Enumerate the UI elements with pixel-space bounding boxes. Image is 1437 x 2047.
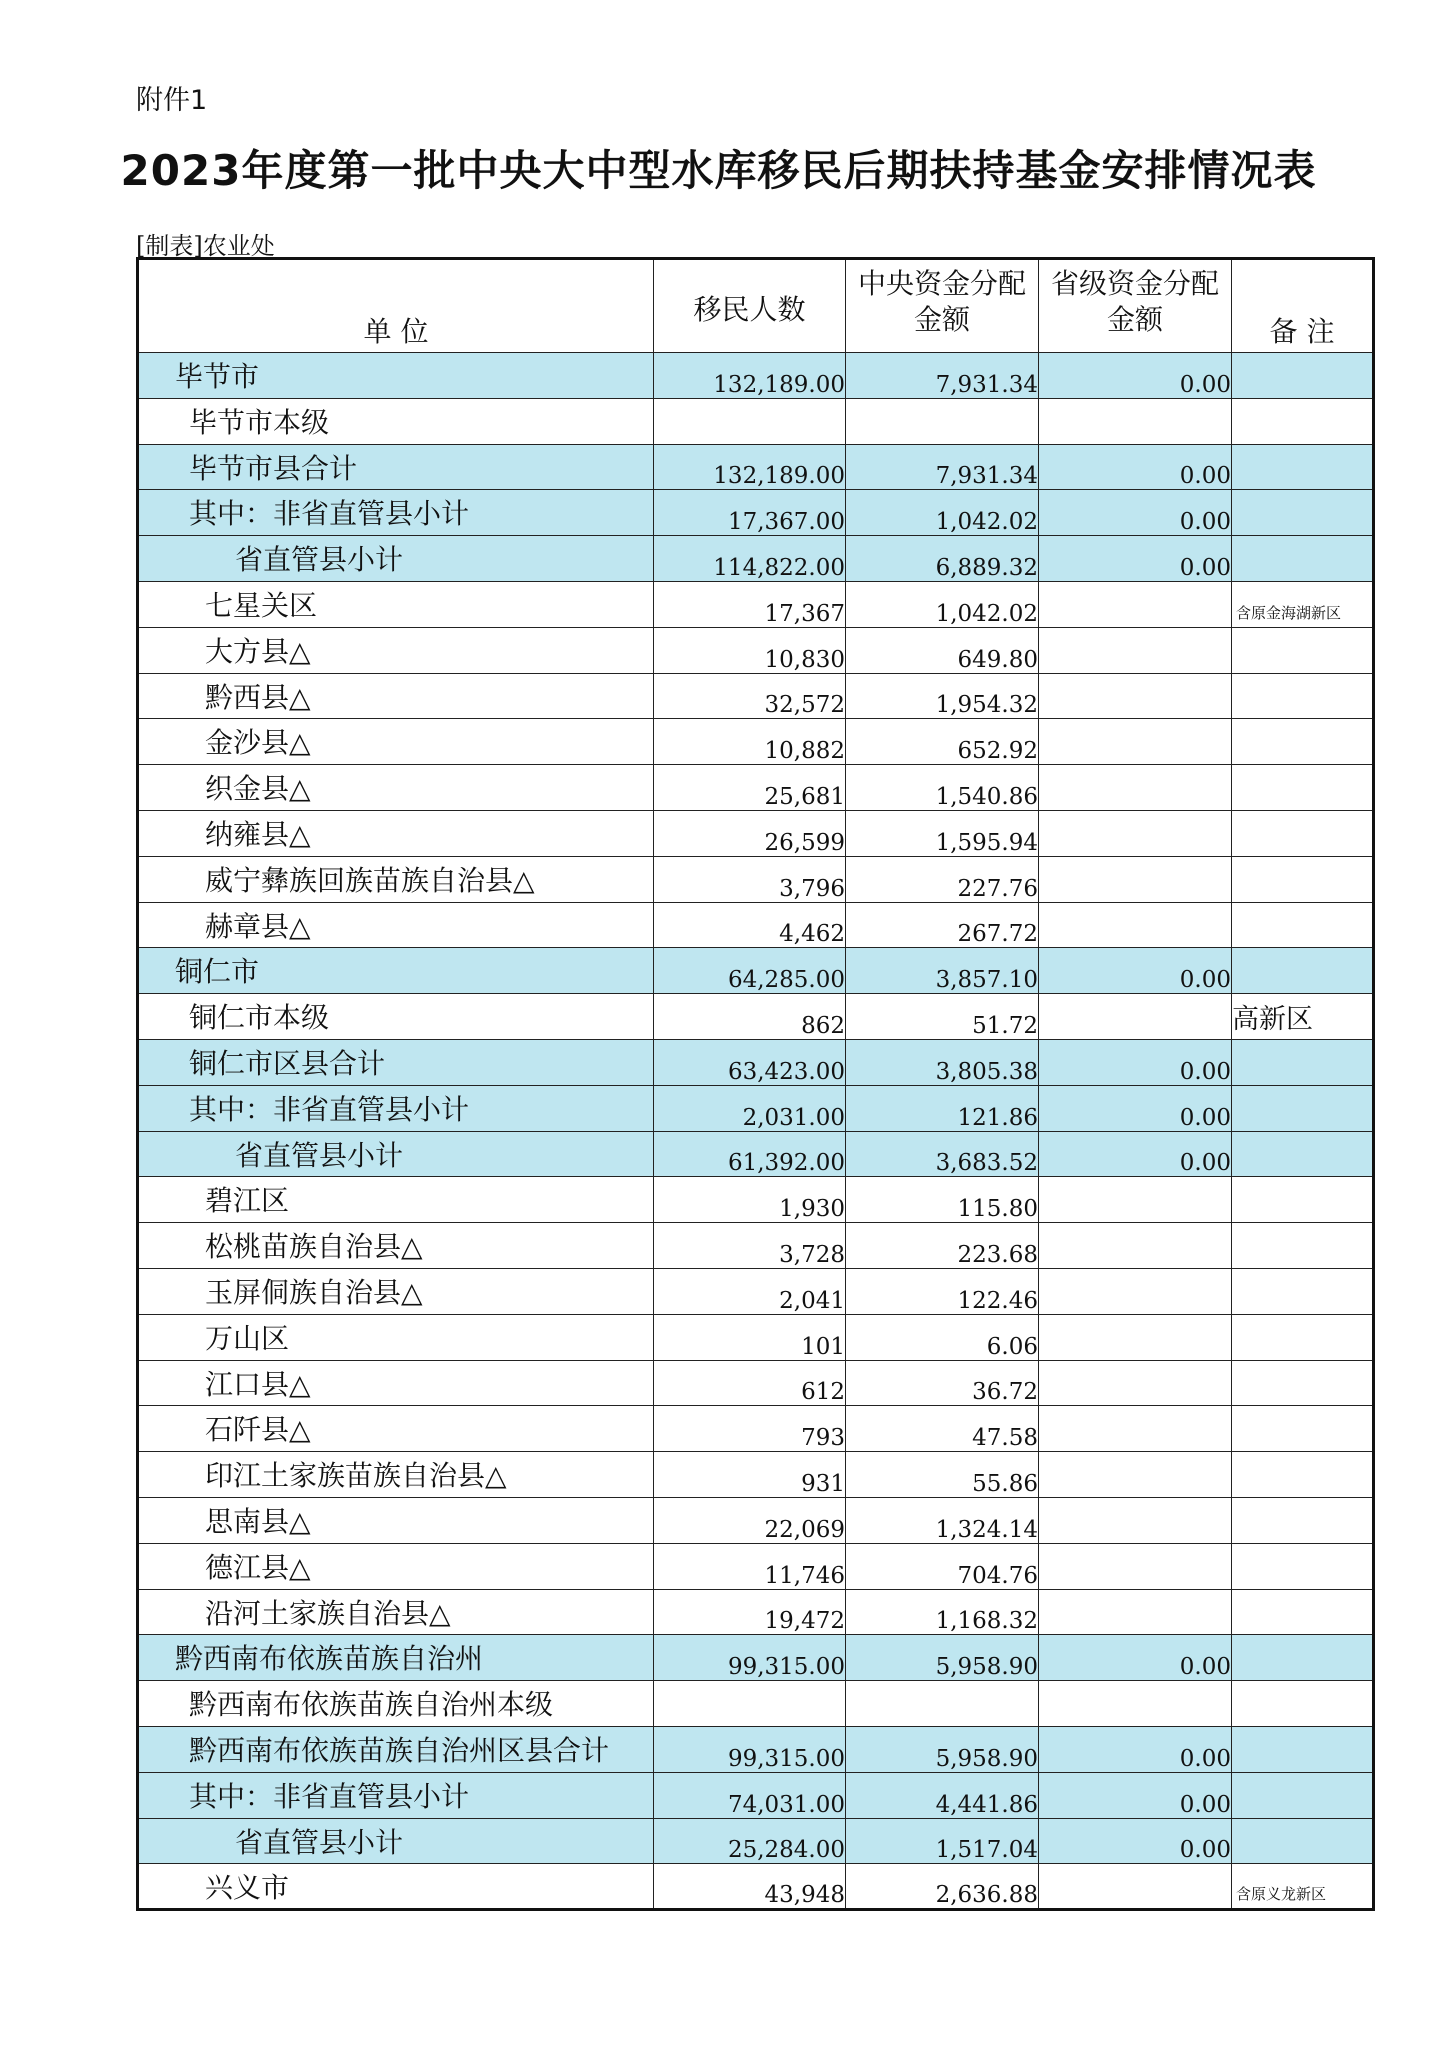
- unit-cell: 铜仁市区县合计: [138, 1039, 654, 1085]
- remark-cell: [1232, 902, 1374, 948]
- remark-cell: [1232, 1772, 1374, 1818]
- unit-cell: 省直管县小计: [138, 1818, 654, 1864]
- unit-cell: 其中：非省直管县小计: [138, 1772, 654, 1818]
- table-row: [138, 1497, 1374, 1543]
- provincial-amount-cell: 0.00: [1039, 536, 1232, 582]
- remark-cell: [1232, 398, 1374, 444]
- central-amount-cell: 223.68: [846, 1223, 1039, 1269]
- population-cell: 101: [654, 1314, 846, 1360]
- table-row: [138, 536, 1374, 582]
- central-amount-cell: 122.46: [846, 1268, 1039, 1314]
- central-amount-cell: 1,042.02: [846, 490, 1039, 536]
- central-amount-cell: 5,958.90: [846, 1726, 1039, 1772]
- header-provincial: 省级资金分配 金额: [1039, 259, 1232, 353]
- remark-cell: [1232, 1360, 1374, 1406]
- remark-cell: [1232, 1314, 1374, 1360]
- remark-cell: [1232, 1497, 1374, 1543]
- population-cell: 22,069: [654, 1497, 846, 1543]
- provincial-amount-cell: [1039, 902, 1232, 948]
- unit-cell: 其中：非省直管县小计: [138, 1085, 654, 1131]
- population-cell: 11,746: [654, 1543, 846, 1589]
- unit-cell: 毕节市本级: [138, 398, 654, 444]
- remark-cell: [1232, 444, 1374, 490]
- population-cell: 26,599: [654, 810, 846, 856]
- remark-cell: [1232, 1635, 1374, 1681]
- table-row: [138, 1177, 1374, 1223]
- population-cell: 17,367: [654, 581, 846, 627]
- population-cell: 17,367.00: [654, 490, 846, 536]
- table-row: [138, 1543, 1374, 1589]
- remark-cell: [1232, 1177, 1374, 1223]
- table-row: [138, 902, 1374, 948]
- table-row: [138, 1406, 1374, 1452]
- central-amount-cell: [846, 1681, 1039, 1727]
- remark-cell: [1232, 1726, 1374, 1772]
- unit-cell: 赫章县△: [138, 902, 654, 948]
- central-amount-cell: 7,931.34: [846, 444, 1039, 490]
- population-cell: [654, 1681, 846, 1727]
- unit-cell: 铜仁市: [138, 948, 654, 994]
- central-amount-cell: 227.76: [846, 856, 1039, 902]
- remark-cell: [1232, 856, 1374, 902]
- provincial-amount-cell: [1039, 1223, 1232, 1269]
- central-amount-cell: 1,954.32: [846, 673, 1039, 719]
- provincial-amount-cell: 0.00: [1039, 1818, 1232, 1864]
- provincial-amount-cell: 0.00: [1039, 1131, 1232, 1177]
- unit-cell: 黔西南布依族苗族自治州本级: [138, 1681, 654, 1727]
- table-row: [138, 1681, 1374, 1727]
- provincial-amount-cell: [1039, 673, 1232, 719]
- table-row: [138, 1039, 1374, 1085]
- provincial-amount-cell: 0.00: [1039, 1772, 1232, 1818]
- provincial-amount-cell: [1039, 994, 1232, 1040]
- remark-cell: [1232, 673, 1374, 719]
- remark-cell: [1232, 1543, 1374, 1589]
- central-amount-cell: 2,636.88: [846, 1864, 1039, 1910]
- provincial-amount-cell: [1039, 1406, 1232, 1452]
- provincial-amount-cell: [1039, 1314, 1232, 1360]
- remark-cell: 高新区: [1232, 994, 1374, 1040]
- provincial-amount-cell: [1039, 1268, 1232, 1314]
- remark-cell: [1232, 536, 1374, 582]
- remark-cell: [1232, 353, 1374, 399]
- unit-cell: 松桃苗族自治县△: [138, 1223, 654, 1269]
- unit-cell: 其中：非省直管县小计: [138, 490, 654, 536]
- header-remark: 备 注: [1232, 259, 1374, 353]
- population-cell: 19,472: [654, 1589, 846, 1635]
- table-row: [138, 1360, 1374, 1406]
- table-row: [138, 1452, 1374, 1498]
- unit-cell: 铜仁市本级: [138, 994, 654, 1040]
- unit-cell: 德江县△: [138, 1543, 654, 1589]
- population-cell: 25,681: [654, 765, 846, 811]
- remark-cell: [1232, 1223, 1374, 1269]
- central-amount-cell: 652.92: [846, 719, 1039, 765]
- table-row: [138, 490, 1374, 536]
- provincial-amount-cell: [1039, 1177, 1232, 1223]
- provincial-amount-cell: [1039, 1360, 1232, 1406]
- table-row: [138, 994, 1374, 1040]
- population-cell: 3,728: [654, 1223, 846, 1269]
- table-row: [138, 1818, 1374, 1864]
- central-amount-cell: 1,324.14: [846, 1497, 1039, 1543]
- central-amount-cell: 51.72: [846, 994, 1039, 1040]
- provincial-amount-cell: 0.00: [1039, 1635, 1232, 1681]
- central-amount-cell: 6,889.32: [846, 536, 1039, 582]
- central-amount-cell: 5,958.90: [846, 1635, 1039, 1681]
- provincial-amount-cell: [1039, 1589, 1232, 1635]
- unit-cell: 毕节市县合计: [138, 444, 654, 490]
- unit-cell: 碧江区: [138, 1177, 654, 1223]
- unit-cell: 七星关区: [138, 581, 654, 627]
- population-cell: 132,189.00: [654, 353, 846, 399]
- provincial-amount-cell: [1039, 1452, 1232, 1498]
- unit-cell: 大方县△: [138, 627, 654, 673]
- remark-cell: [1232, 765, 1374, 811]
- central-amount-cell: 3,857.10: [846, 948, 1039, 994]
- table-row: [138, 673, 1374, 719]
- allocation-table: [136, 257, 1375, 1911]
- provincial-amount-cell: [1039, 1681, 1232, 1727]
- remark-cell: [1232, 1268, 1374, 1314]
- central-amount-cell: 115.80: [846, 1177, 1039, 1223]
- population-cell: 61,392.00: [654, 1131, 846, 1177]
- population-cell: 931: [654, 1452, 846, 1498]
- provincial-amount-cell: 0.00: [1039, 444, 1232, 490]
- central-amount-cell: 3,683.52: [846, 1131, 1039, 1177]
- population-cell: 132,189.00: [654, 444, 846, 490]
- remark-cell: [1232, 627, 1374, 673]
- central-amount-cell: 704.76: [846, 1543, 1039, 1589]
- provincial-amount-cell: [1039, 1543, 1232, 1589]
- central-amount-cell: 649.80: [846, 627, 1039, 673]
- table-row: [138, 1589, 1374, 1635]
- page-title: 2023年度第一批中央大中型水库移民后期扶持基金安排情况表: [120, 146, 1317, 195]
- provincial-amount-cell: [1039, 1497, 1232, 1543]
- population-cell: 10,830: [654, 627, 846, 673]
- provincial-amount-cell: 0.00: [1039, 948, 1232, 994]
- table-row: [138, 765, 1374, 811]
- table-row: [138, 398, 1374, 444]
- table-row: [138, 948, 1374, 994]
- population-cell: 4,462: [654, 902, 846, 948]
- central-amount-cell: [846, 398, 1039, 444]
- remark-cell: 含原金海湖新区: [1232, 581, 1374, 627]
- population-cell: 25,284.00: [654, 1818, 846, 1864]
- population-cell: 99,315.00: [654, 1726, 846, 1772]
- unit-cell: 省直管县小计: [138, 536, 654, 582]
- central-amount-cell: 267.72: [846, 902, 1039, 948]
- unit-cell: 毕节市: [138, 353, 654, 399]
- maker-label: [制表]农业处: [136, 232, 275, 260]
- provincial-amount-cell: [1039, 765, 1232, 811]
- remark-cell: [1232, 1131, 1374, 1177]
- table-row: [138, 719, 1374, 765]
- population-cell: 3,796: [654, 856, 846, 902]
- attachment-label: 附件1: [136, 85, 208, 116]
- table-row: [138, 1772, 1374, 1818]
- remark-cell: [1232, 948, 1374, 994]
- provincial-amount-cell: [1039, 581, 1232, 627]
- central-amount-cell: 36.72: [846, 1360, 1039, 1406]
- provincial-amount-cell: [1039, 719, 1232, 765]
- table-row: [138, 1314, 1374, 1360]
- population-cell: 63,423.00: [654, 1039, 846, 1085]
- table-row: [138, 1131, 1374, 1177]
- header-central: 中央资金分配 金额: [846, 259, 1039, 353]
- provincial-amount-cell: 0.00: [1039, 1039, 1232, 1085]
- provincial-amount-cell: [1039, 810, 1232, 856]
- unit-cell: 威宁彝族回族苗族自治县△: [138, 856, 654, 902]
- central-amount-cell: 4,441.86: [846, 1772, 1039, 1818]
- table-row: [138, 856, 1374, 902]
- header-unit: 单 位: [138, 259, 654, 353]
- population-cell: 862: [654, 994, 846, 1040]
- table-row: [138, 627, 1374, 673]
- population-cell: 99,315.00: [654, 1635, 846, 1681]
- provincial-amount-cell: [1039, 1864, 1232, 1910]
- unit-cell: 省直管县小计: [138, 1131, 654, 1177]
- table-row: [138, 1268, 1374, 1314]
- population-cell: [654, 398, 846, 444]
- unit-cell: 黔西南布依族苗族自治州: [138, 1635, 654, 1681]
- central-amount-cell: 3,805.38: [846, 1039, 1039, 1085]
- population-cell: 64,285.00: [654, 948, 846, 994]
- table-row: [138, 1635, 1374, 1681]
- table-row: [138, 581, 1374, 627]
- table-row: [138, 353, 1374, 399]
- population-cell: 2,031.00: [654, 1085, 846, 1131]
- table-row: [138, 1726, 1374, 1772]
- remark-cell: [1232, 1406, 1374, 1452]
- unit-cell: 黔西县△: [138, 673, 654, 719]
- central-amount-cell: 1,168.32: [846, 1589, 1039, 1635]
- table-row: [138, 1085, 1374, 1131]
- unit-cell: 石阡县△: [138, 1406, 654, 1452]
- population-cell: 612: [654, 1360, 846, 1406]
- table-row: [138, 444, 1374, 490]
- unit-cell: 玉屏侗族自治县△: [138, 1268, 654, 1314]
- table-row: [138, 810, 1374, 856]
- provincial-amount-cell: 0.00: [1039, 1085, 1232, 1131]
- table-header-row: [138, 259, 1374, 353]
- remark-cell: [1232, 1589, 1374, 1635]
- unit-cell: 纳雍县△: [138, 810, 654, 856]
- remark-cell: [1232, 1818, 1374, 1864]
- provincial-amount-cell: [1039, 398, 1232, 444]
- provincial-amount-cell: 0.00: [1039, 353, 1232, 399]
- provincial-amount-cell: [1039, 856, 1232, 902]
- remark-cell: [1232, 1085, 1374, 1131]
- remark-cell: [1232, 719, 1374, 765]
- central-amount-cell: 1,517.04: [846, 1818, 1039, 1864]
- population-cell: 114,822.00: [654, 536, 846, 582]
- population-cell: 32,572: [654, 673, 846, 719]
- unit-cell: 黔西南布依族苗族自治州区县合计: [138, 1726, 654, 1772]
- remark-cell: [1232, 490, 1374, 536]
- population-cell: 43,948: [654, 1864, 846, 1910]
- header-population: 移民人数: [654, 259, 846, 353]
- remark-cell: 含原义龙新区: [1232, 1864, 1374, 1910]
- unit-cell: 印江土家族苗族自治县△: [138, 1452, 654, 1498]
- provincial-amount-cell: 0.00: [1039, 490, 1232, 536]
- central-amount-cell: 1,042.02: [846, 581, 1039, 627]
- unit-cell: 思南县△: [138, 1497, 654, 1543]
- provincial-amount-cell: [1039, 627, 1232, 673]
- central-amount-cell: 7,931.34: [846, 353, 1039, 399]
- provincial-amount-cell: 0.00: [1039, 1726, 1232, 1772]
- remark-cell: [1232, 1681, 1374, 1727]
- population-cell: 1,930: [654, 1177, 846, 1223]
- population-cell: 74,031.00: [654, 1772, 846, 1818]
- unit-cell: 万山区: [138, 1314, 654, 1360]
- population-cell: 10,882: [654, 719, 846, 765]
- central-amount-cell: 1,595.94: [846, 810, 1039, 856]
- remark-cell: [1232, 1039, 1374, 1085]
- central-amount-cell: 47.58: [846, 1406, 1039, 1452]
- unit-cell: 沿河土家族自治县△: [138, 1589, 654, 1635]
- unit-cell: 金沙县△: [138, 719, 654, 765]
- central-amount-cell: 6.06: [846, 1314, 1039, 1360]
- table-row: [138, 1223, 1374, 1269]
- central-amount-cell: 121.86: [846, 1085, 1039, 1131]
- central-amount-cell: 1,540.86: [846, 765, 1039, 811]
- population-cell: 2,041: [654, 1268, 846, 1314]
- remark-cell: [1232, 810, 1374, 856]
- remark-cell: [1232, 1452, 1374, 1498]
- unit-cell: 兴义市: [138, 1864, 654, 1910]
- unit-cell: 江口县△: [138, 1360, 654, 1406]
- central-amount-cell: 55.86: [846, 1452, 1039, 1498]
- population-cell: 793: [654, 1406, 846, 1452]
- table-row: [138, 1864, 1374, 1910]
- unit-cell: 织金县△: [138, 765, 654, 811]
